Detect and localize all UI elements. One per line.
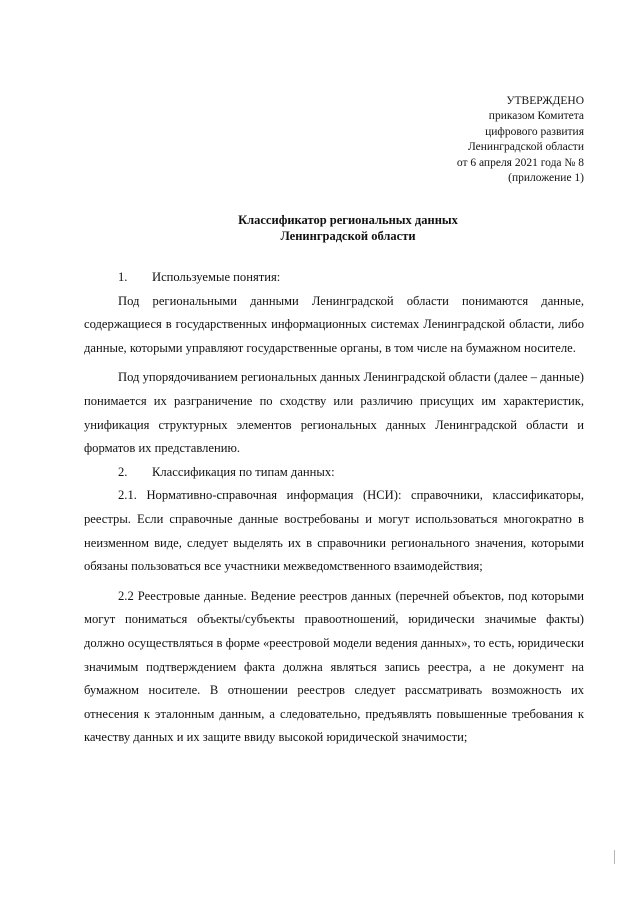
paragraph: Под региональными данными Ленинградской области понимаются данные, содержащиеся в государственных информационных системах Ленинградской области, либо данные, которыми управляют государственные органы, в том числе на бумажном носителе.	[84, 293, 584, 355]
paragraph: Под упорядочиванием региональных данных Ленинградской области (далее – данные) понимается их разграничение по сходству или различию присущих им характеристик, унификация структурных элементов региональных данных Ленинградской области и форматов их представлению.	[84, 370, 584, 456]
approval-line: УТВЕРЖДЕНО	[506, 95, 584, 107]
section-heading-text: Используемые понятия:	[152, 270, 281, 284]
section-number: 1.	[118, 270, 128, 284]
approval-line: Ленинградской области	[467, 141, 584, 154]
document-body	[84, 266, 584, 750]
approval-stamp	[457, 94, 584, 186]
approval-line: цифрового развития	[485, 125, 584, 138]
paragraph: 2.1. Нормативно-справочная информация (НСИ): справочники, классификаторы, реестры. Если справочные данные востребованы и могут использоваться многократно в неизменном виде, следует выделять их в справочники регионального значения, которыми обязаны пользоваться все участники межведомственного взаимодействия;	[84, 488, 584, 574]
section-heading	[84, 266, 584, 290]
approval-line: приказом Комитета	[488, 110, 584, 123]
paragraph: 2.2 Реестровые данные. Ведение реестров данных (перечней объектов, под которыми могут пониматься объекты/субъекты правоотношений, юридически значимые факты) должно осуществляться в форме «реестровой модели ведения данных», то есть, юридически значимым подтверждением факта должна являться запись реестра, а не документ на бумажном носителе. В отношении реестров следует рассматривать возможность их отнесения к эталонным данным, а следовательно, предъявлять повышенные требования к качеству данных и их защите ввиду высокой юридической значимости;	[84, 588, 584, 745]
scan-mark	[614, 850, 615, 864]
approval-line: от 6 апреля 2021 года № 8	[456, 156, 584, 169]
section-heading	[84, 461, 584, 485]
section-heading-text: Классификация по типам данных:	[152, 464, 335, 479]
section-number: 2.	[118, 464, 128, 479]
document-title	[0, 212, 640, 244]
title-line: Классификатор региональных данных	[238, 213, 458, 227]
approval-line: (приложение 1)	[508, 172, 584, 185]
title-line: Ленинградской области	[280, 229, 416, 243]
